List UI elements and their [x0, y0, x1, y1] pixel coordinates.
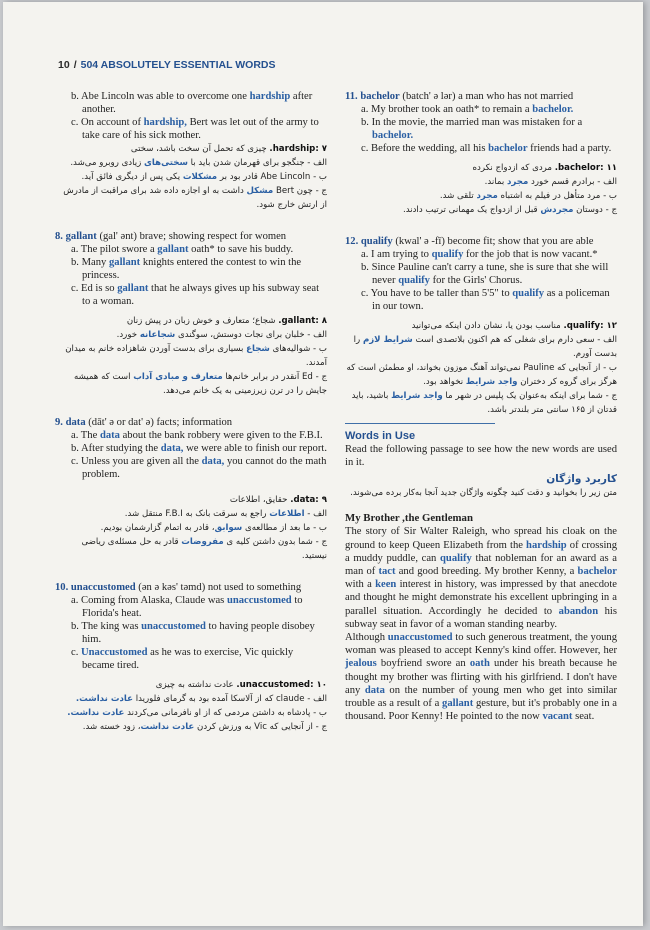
qualify-example-a: a. I am trying to qualify for the job that is now vacant.*: [361, 249, 598, 260]
qualify-entry: 12. qualify (kwal' ə -fī) become fit; show that you are able: [345, 236, 594, 247]
hardship-fa-a: الف - جنگجو برای قهرمان شدن باید با سختی‌های زیادی روبرو می‌شد.: [70, 158, 327, 168]
page-number: 10: [58, 59, 70, 71]
data-fa-definition: data: ۹. حقایق، اطلاعات: [229, 495, 327, 505]
words-in-use-fa-title: کاربرد واژگان: [546, 473, 617, 486]
qualify-fa-definition: qualify: ۱۲. مناسب بودن یا، نشان دادن اینکه می‌توانید: [411, 321, 617, 331]
story-paragraph-1: The story of Sir Walter Raleigh, who spread his cloak on the ground to keep Queen Elizabeth from the hardship of crossing a muddy puddle, can qualify that nobleman for an award as a man of tact and good breeding. My brother Kenny, a bachelor with a keen interest in history, was impressed by that anecdote and thought he might demonstrate his excellent upbringing in a parallel situation. Accordingly he decided to abandon his subway seat in favor of a woman standing nearby.: [345, 526, 618, 630]
gallant-entry: 8. gallant (gal' ənt) brave; showing respect for women: [55, 231, 287, 242]
hardship-fa-definition: hardship: ۷. چیزی که تحمل آن سخت باشد، سختی: [130, 144, 327, 154]
bachelor-entry: 11. bachelor (batch' ə lər) a man who has not married: [345, 91, 574, 102]
data-entry: 9. data (dāt' ə or dat' ə) facts; information: [55, 417, 233, 428]
right-column: [345, 90, 617, 723]
bachelor-fa-definition: bachelor: ۱۱. مردی که ازدواج نکرده: [472, 163, 617, 173]
unaccustomed-entry: 10. unaccustomed (ən ə kəs' təmd) not used to something: [55, 582, 302, 593]
data-example-b: b. After studying the data, we were able to finish our report.: [71, 443, 327, 454]
bachelor-example-a: a. My brother took an oath* to remain a bachelor.: [361, 104, 574, 115]
book-title: 504 ABSOLUTELY ESSENTIAL WORDS: [80, 59, 276, 71]
data-example-a: a. The data about the bank robbery were given to the F.B.I.: [71, 430, 323, 441]
story-paragraph-2: Although unaccustomed to such generous treatment, the young woman was pleased to accept Kenny's kind offer. However, her jealous boyfriend swore an oath under his breath because he thought my brother was flirting with his girlfriend. I don't have any data on the number of young men who get into similar trouble as a result of a gallant gesture, but it's probably one in a thousand. Poor Kenny! He pointed to the now vacant seat.: [345, 632, 618, 723]
hardship-fa-b: ب - Abe Lincoln قادر بود بر مشکلات یکی پس از دیگری فائق آید.: [81, 172, 327, 182]
words-in-use-fa-instructions: متن زیر را بخوانید و دقت کنید چگونه واژگان جدید آنجا به‌کار برده می‌شوند.: [350, 488, 617, 499]
qualify-fa-c: ج - شما برای اینکه به‌عنوان یک پلیس در شهر ما واجد شرایط باشید، باید قدتان از ۱۶۵ سانتی متر بلندتر باشد.: [351, 391, 617, 415]
bachelor-fa-a: الف - برادرم قسم خورد مجرد بماند.: [484, 177, 617, 187]
data-fa-c: ج - شما بدون داشتن کلیه ی مفروضات قادر به حل مسئله‌ی ریاضی نیستید.: [81, 537, 327, 561]
story-title: My Brother ,the Gentleman: [345, 512, 473, 525]
gallant-example-a: a. The pilot swore a gallant oath* to save his buddy.: [71, 244, 294, 255]
unaccustomed-fa-b: ب - پادشاه به داشتن مردمی که از او نافرمانی می‌کردند عادت نداشت.: [67, 708, 327, 718]
unaccustomed-fa-c: ج - از آنجایی که Vic به ورزش کردن عادت نداشت، زود خسته شد.: [82, 722, 327, 732]
book-page: [3, 2, 643, 926]
words-in-use-title: Words in Use: [345, 430, 416, 442]
words-in-use-instructions: Read the following passage to see how the new words are used in it.: [345, 444, 617, 469]
data-example-c: c. Unless you are given all the data, you cannot do the math problem.: [71, 456, 327, 480]
gallant-fa-definition: gallant: ۸. شجاع؛ متعارف و خوش زبان در پیش زنان: [126, 316, 327, 326]
gallant-fa-a: الف - خلبان برای نجات دوستش، سوگندی شجاعانه خورد.: [116, 330, 327, 340]
unaccustomed-fa-definition: unaccustomed: ۱۰. عادت نداشته به چیزی: [155, 680, 327, 690]
bachelor-fa-b: ب - مرد متأهل در فیلم به اشتباه مجرد تلقی شد.: [439, 191, 617, 201]
unaccustomed-example-a: a. Coming from Alaska, Claude was unaccustomed to Florida's heat.: [71, 595, 303, 619]
section-divider: [345, 423, 495, 424]
bachelor-example-c: c. Before the wedding, all his bachelor friends had a party.: [361, 143, 612, 154]
data-fa-b: ب - ما بعد از مطالعه‌ی سوابق، قادر به اتمام گزارشمان بودیم.: [100, 523, 327, 533]
hardship-example-b: b. Abe Lincoln was able to overcome one hardship after another.: [71, 91, 313, 115]
hardship-fa-c: ج - چون Bert مشکل داشت به او اجازه داده شد برای مراقبت از مادرش از ارتش خارج شود.: [63, 186, 327, 210]
bachelor-fa-c: ج - دوستان مجردش قبل از ازدواج یک مهمانی ترتیب دادند.: [402, 205, 617, 215]
header-separator: /: [73, 59, 77, 71]
gallant-fa-c: ج - Ed آنقدر در برابر خانم‌ها متعارف و مبادی آداب است که همیشه جایش را در ترن زیرزمینی به یک خانم می‌دهد.: [73, 372, 327, 396]
qualify-fa-b: ب - از آنجایی که Pauline نمی‌تواند آهنگ موزون بخواند، او مطمئن است که هرگز برای گروه کر دختران واجد شرایط نخواهد بود.: [346, 363, 617, 387]
qualify-example-b: b. Since Pauline can't carry a tune, she is sure that she will never qualify for the Girls' Chorus.: [361, 262, 609, 286]
unaccustomed-example-b: b. The king was unaccustomed to having people disobey him.: [71, 621, 315, 645]
unaccustomed-fa-a: الف - claude که از آلاسکا آمده بود به گرمای فلوریدا عادت نداشت.: [75, 694, 327, 704]
qualify-example-c: c. You have to be taller than 5'5" to qualify as a policeman in our town.: [361, 288, 610, 312]
gallant-example-c: c. Ed is so gallant that he always gives up his subway seat to a woman.: [71, 283, 320, 307]
gallant-fa-b: ب - شوالیه‌های شجاع بسیاری برای بدست آوردن شاهزاده خانم به میدان آمدند.: [65, 344, 327, 368]
left-column: [55, 90, 327, 734]
hardship-example-c: c. On account of hardship, Bert was let out of the army to take care of his sick mother.: [71, 117, 319, 141]
data-fa-a: الف - اطلاعات راجع به سرقت بانک به F.B.I منتقل شد.: [124, 509, 327, 519]
qualify-fa-a: الف - سعی دارم برای شغلی که هم اکنون بلاتصدی است شرایط لازم را بدست آورم.: [353, 335, 617, 359]
unaccustomed-example-c: c. Unaccustomed as he was to exercise, Vic quickly became tired.: [71, 647, 294, 671]
gallant-example-b: b. Many gallant knights entered the contest to win the princess.: [71, 257, 302, 281]
page-header: [58, 59, 276, 71]
bachelor-example-b: b. In the movie, the married man was mistaken for a bachelor.: [361, 117, 583, 141]
